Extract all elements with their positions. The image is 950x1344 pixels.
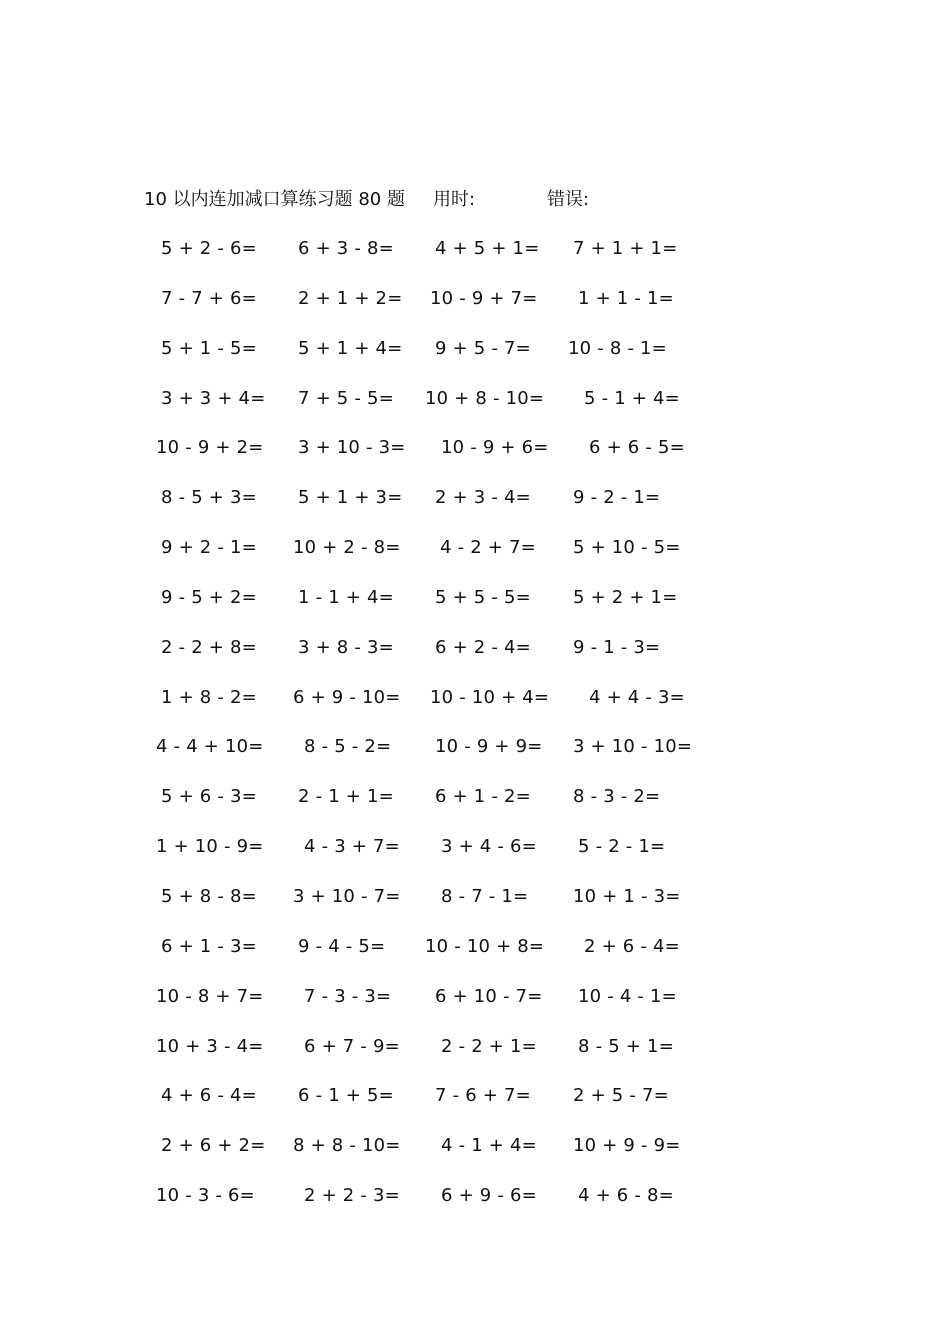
arithmetic-problem: 6 + 3 - 8= (298, 238, 394, 259)
arithmetic-problem: 3 + 4 - 6= (441, 836, 537, 858)
arithmetic-problem: 8 + 8 - 10= (293, 1135, 401, 1157)
problem-row (0, 834, 950, 884)
arithmetic-problem: 10 - 9 + 7= (430, 287, 538, 309)
arithmetic-problem: 10 - 9 + 2= (156, 437, 264, 459)
arithmetic-problem: 10 - 10 + 4= (430, 686, 550, 708)
arithmetic-problem: 5 + 6 - 3= (161, 786, 257, 808)
arithmetic-problem: 10 + 3 - 4= (156, 1035, 264, 1057)
arithmetic-problem: 2 - 2 + 8= (161, 636, 257, 658)
problem-row (0, 1133, 950, 1183)
errors-label: 错误: (547, 189, 590, 210)
problem-row (0, 884, 950, 934)
arithmetic-problem: 8 - 5 - 2= (304, 736, 392, 758)
arithmetic-problem: 10 - 8 + 7= (156, 985, 264, 1007)
arithmetic-problem: 10 - 9 + 9= (435, 736, 543, 758)
arithmetic-problem: 6 + 9 - 10= (293, 686, 401, 708)
arithmetic-problem: 1 + 8 - 2= (161, 686, 257, 708)
arithmetic-problem: 8 - 5 + 1= (578, 1035, 674, 1057)
arithmetic-problem: 2 + 6 - 4= (584, 935, 680, 957)
arithmetic-problem: 10 + 2 - 8= (293, 537, 401, 559)
problem-row (0, 236, 950, 286)
arithmetic-problem: 10 + 8 - 10= (425, 387, 545, 409)
arithmetic-problem: 7 - 7 + 6= (161, 287, 257, 309)
arithmetic-problem: 6 + 6 - 5= (589, 437, 685, 459)
problem-row (0, 734, 950, 784)
arithmetic-problem: 10 - 9 + 6= (441, 437, 549, 459)
problem-row (0, 585, 950, 635)
arithmetic-problem: 6 + 1 - 3= (161, 935, 257, 957)
time-used-label: 用时: (433, 189, 476, 210)
arithmetic-problem: 1 + 10 - 9= (156, 836, 264, 858)
arithmetic-problem: 3 + 8 - 3= (298, 636, 394, 658)
arithmetic-problem: 5 - 2 - 1= (578, 836, 666, 858)
arithmetic-problem: 6 + 7 - 9= (304, 1035, 400, 1057)
problem-row (0, 336, 950, 386)
arithmetic-problem: 4 - 1 + 4= (441, 1135, 537, 1157)
problem-row (0, 685, 950, 735)
arithmetic-problem: 10 - 10 + 8= (425, 935, 545, 957)
problem-row (0, 286, 950, 336)
arithmetic-problem: 8 - 5 + 3= (161, 487, 257, 509)
arithmetic-problem: 3 + 10 - 10= (573, 736, 693, 758)
problem-row (0, 485, 950, 535)
arithmetic-problem: 8 - 3 - 2= (573, 786, 661, 808)
arithmetic-problem: 9 - 5 + 2= (161, 586, 257, 608)
arithmetic-problem: 1 - 1 + 4= (298, 586, 394, 608)
arithmetic-problem: 6 + 10 - 7= (435, 985, 543, 1007)
arithmetic-problem: 4 - 2 + 7= (440, 537, 536, 559)
arithmetic-problem: 2 - 1 + 1= (298, 786, 394, 808)
problem-row (0, 435, 950, 485)
arithmetic-problem: 1 + 1 - 1= (578, 287, 674, 309)
arithmetic-problem: 5 + 10 - 5= (573, 537, 681, 559)
arithmetic-problem: 3 + 10 - 3= (298, 437, 406, 459)
arithmetic-problem: 7 - 6 + 7= (435, 1085, 531, 1107)
arithmetic-problem: 6 + 1 - 2= (435, 786, 531, 808)
arithmetic-problem: 5 - 1 + 4= (584, 387, 680, 409)
arithmetic-problem: 2 + 2 - 3= (304, 1185, 400, 1207)
arithmetic-problem: 10 - 3 - 6= (156, 1185, 255, 1207)
arithmetic-problem: 6 + 9 - 6= (441, 1185, 537, 1207)
arithmetic-problem: 7 + 1 + 1= (573, 238, 678, 259)
problem-row (0, 934, 950, 984)
arithmetic-problem: 3 + 3 + 4= (161, 387, 266, 409)
arithmetic-problem: 5 + 1 - 5= (161, 337, 257, 359)
problem-row (0, 1083, 950, 1133)
arithmetic-problem: 10 + 9 - 9= (573, 1135, 681, 1157)
arithmetic-problem: 10 - 8 - 1= (568, 337, 667, 359)
problem-row (0, 535, 950, 585)
arithmetic-problem: 4 + 6 - 8= (578, 1185, 674, 1207)
problem-grid (0, 236, 950, 1233)
arithmetic-problem: 9 - 1 - 3= (573, 636, 661, 658)
arithmetic-problem: 10 + 1 - 3= (573, 885, 681, 907)
problem-row (0, 1034, 950, 1084)
arithmetic-problem: 5 + 2 - 6= (161, 238, 257, 259)
arithmetic-problem: 6 - 1 + 5= (298, 1085, 394, 1107)
problem-row (0, 784, 950, 834)
arithmetic-problem: 9 + 2 - 1= (161, 537, 257, 559)
problem-row (0, 386, 950, 436)
problem-row (0, 1183, 950, 1233)
arithmetic-problem: 2 + 3 - 4= (435, 487, 531, 509)
arithmetic-problem: 3 + 10 - 7= (293, 885, 401, 907)
arithmetic-problem: 5 + 2 + 1= (573, 586, 678, 608)
worksheet-title: 10 以内连加减口算练习题 80 题 (144, 189, 405, 210)
arithmetic-problem: 5 + 8 - 8= (161, 885, 257, 907)
arithmetic-problem: 4 + 4 - 3= (589, 686, 685, 708)
problem-row (0, 635, 950, 685)
arithmetic-problem: 4 + 6 - 4= (161, 1085, 257, 1107)
arithmetic-problem: 9 - 2 - 1= (573, 487, 661, 509)
arithmetic-problem: 7 - 3 - 3= (304, 985, 392, 1007)
arithmetic-problem: 8 - 7 - 1= (441, 885, 529, 907)
arithmetic-problem: 5 + 1 + 3= (298, 487, 403, 509)
arithmetic-problem: 2 + 5 - 7= (573, 1085, 669, 1107)
arithmetic-problem: 2 + 6 + 2= (161, 1135, 266, 1157)
arithmetic-problem: 9 + 5 - 7= (435, 337, 531, 359)
arithmetic-problem: 5 + 5 - 5= (435, 586, 531, 608)
arithmetic-problem: 7 + 5 - 5= (298, 387, 394, 409)
arithmetic-problem: 5 + 1 + 4= (298, 337, 403, 359)
arithmetic-problem: 10 - 4 - 1= (578, 985, 677, 1007)
arithmetic-problem: 4 - 3 + 7= (304, 836, 400, 858)
arithmetic-problem: 2 - 2 + 1= (441, 1035, 537, 1057)
arithmetic-problem: 4 + 5 + 1= (435, 238, 540, 259)
arithmetic-problem: 4 - 4 + 10= (156, 736, 264, 758)
arithmetic-problem: 2 + 1 + 2= (298, 287, 403, 309)
arithmetic-problem: 6 + 2 - 4= (435, 636, 531, 658)
arithmetic-problem: 9 - 4 - 5= (298, 935, 386, 957)
problem-row (0, 984, 950, 1034)
